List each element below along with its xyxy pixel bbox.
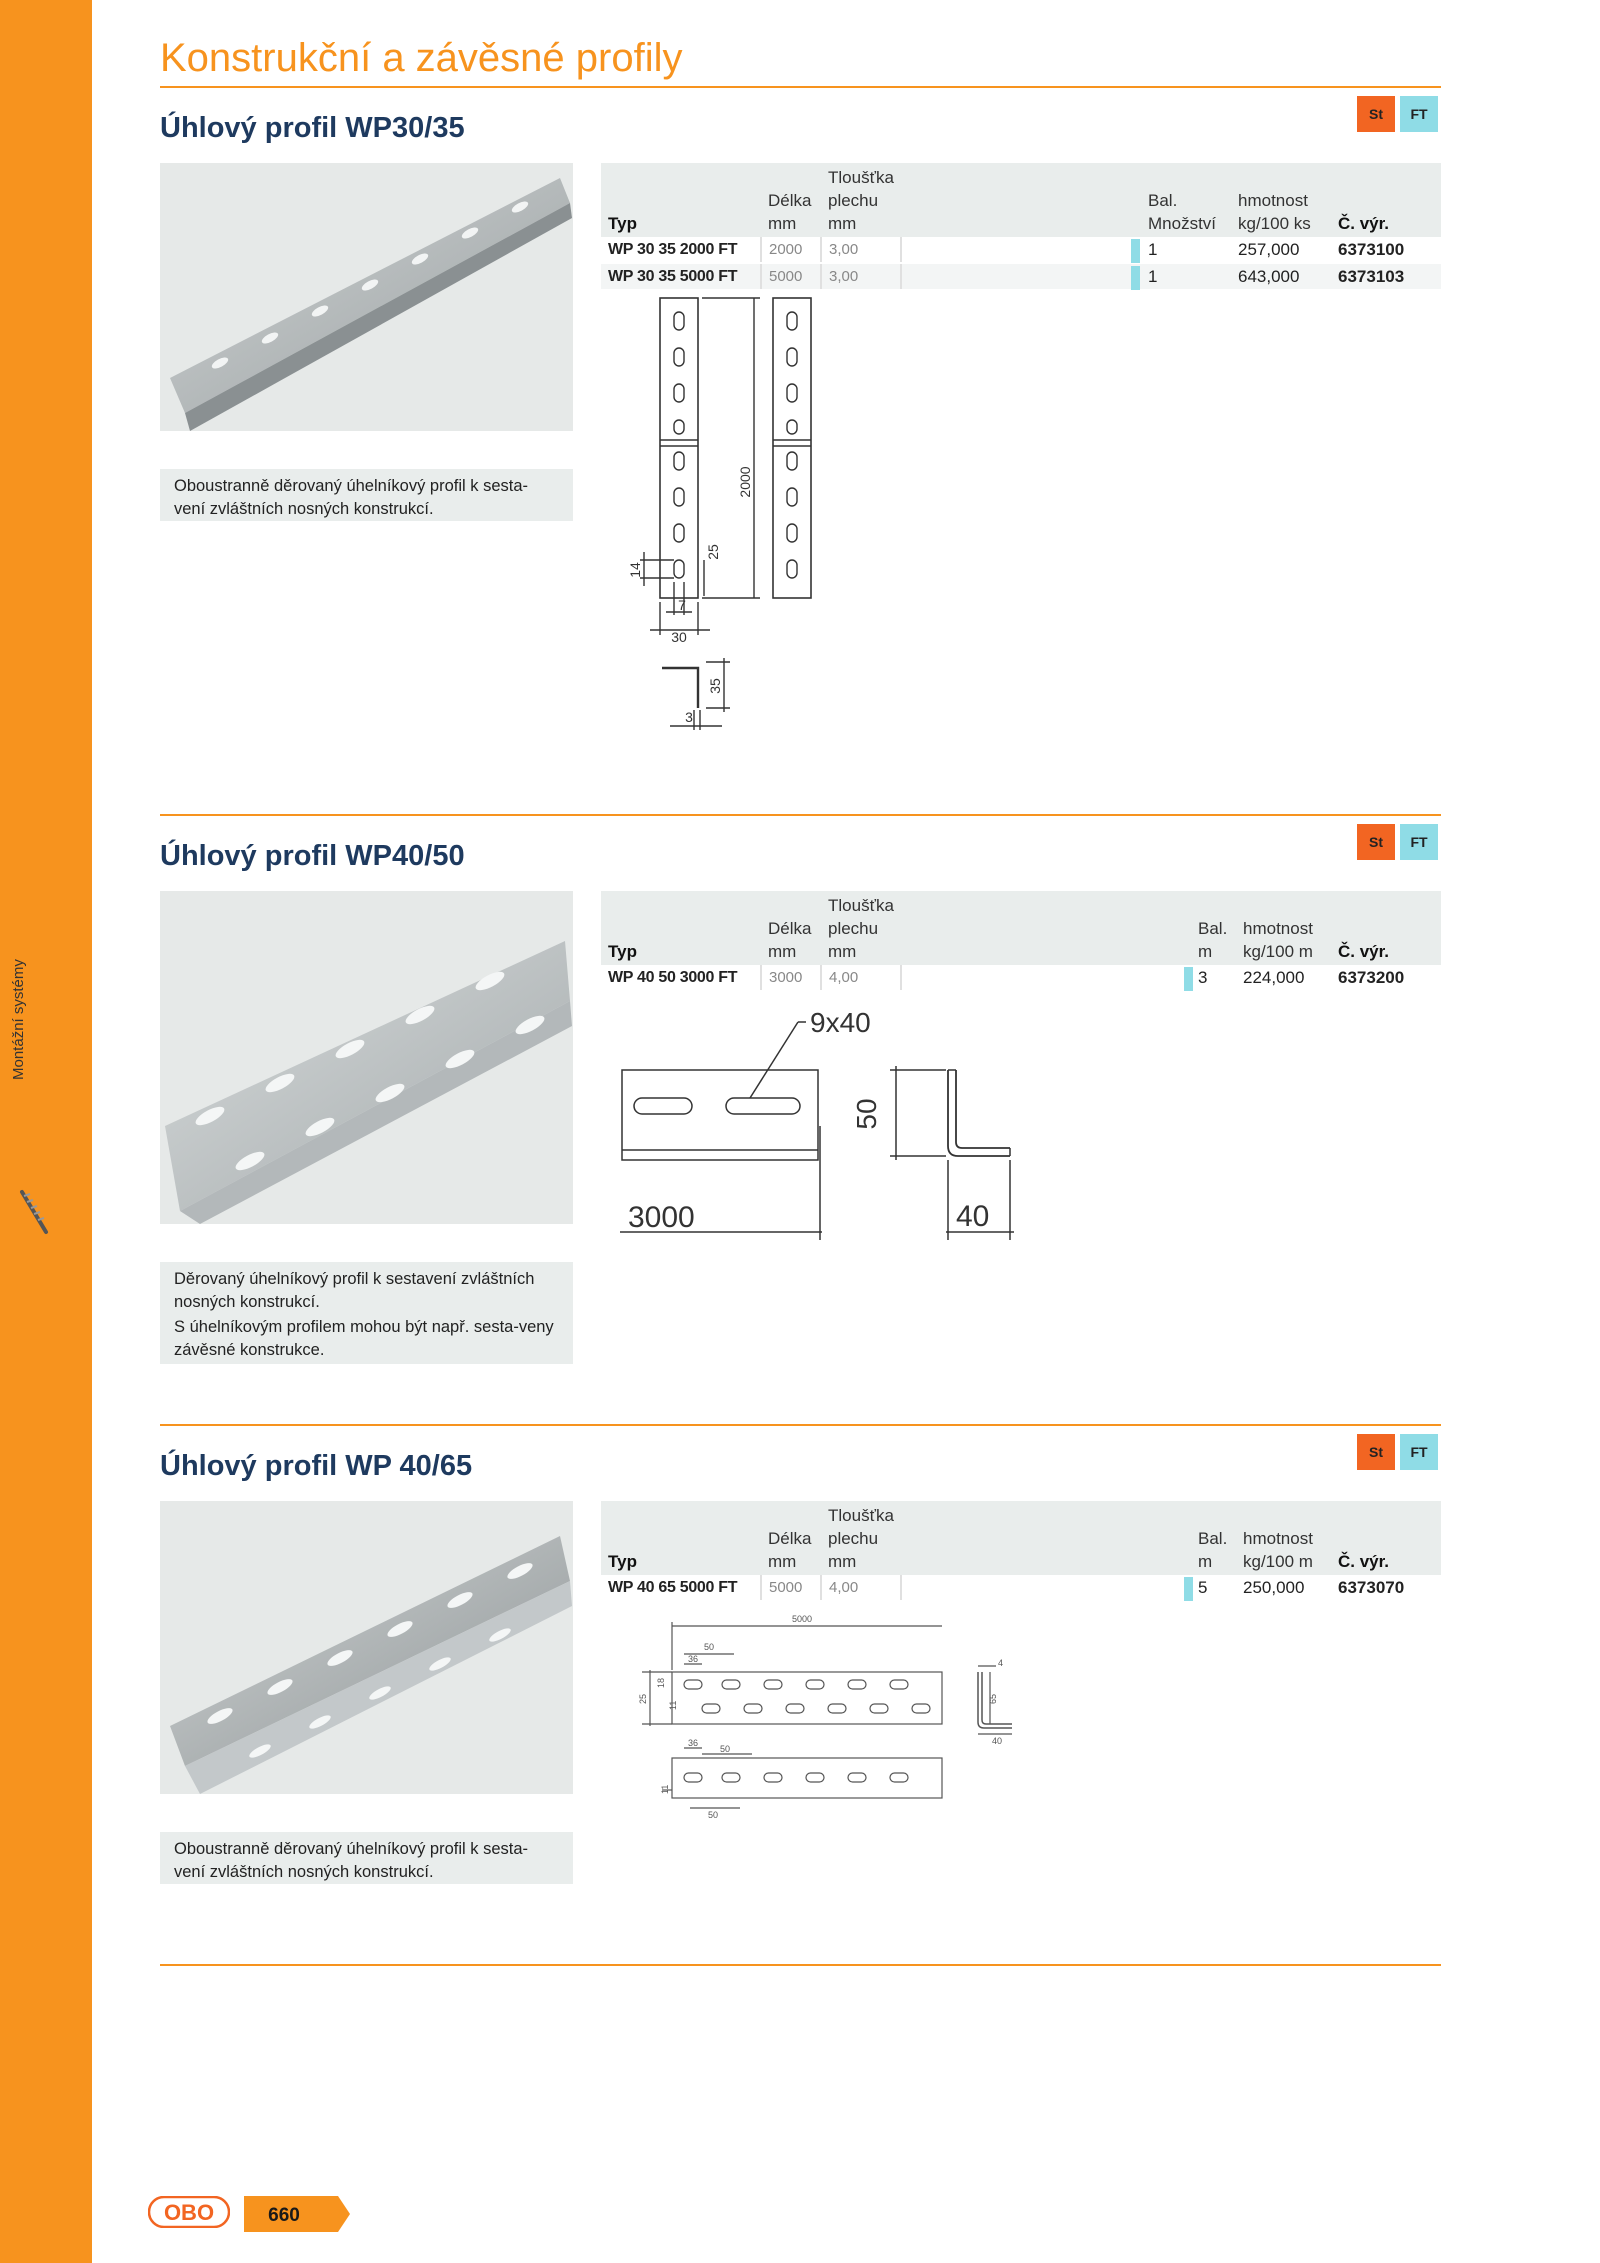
dim-width: 30: [671, 629, 687, 645]
page-number: [244, 2196, 350, 2232]
dim-11-b: 11: [660, 1784, 670, 1794]
dim-length: 2000: [737, 466, 753, 498]
header-divider: [160, 86, 1441, 88]
obo-logo: [148, 2196, 230, 2228]
section-divider: [160, 1964, 1441, 1966]
technical-drawing: [610, 290, 850, 740]
section-title: Úhlový profil WP30/35: [160, 112, 465, 144]
dim-height: 50: [851, 1098, 882, 1130]
table-row: WP 40 65 5000 FT 5000 4,00 5 250,000 6373070: [601, 1575, 1441, 1601]
description-paragraph: Oboustranně děrovaný úhelníkový profil k sesta-vení zvláštních nosných konstrukcí.: [174, 1840, 529, 1881]
dim-pitch-3: 50: [708, 1810, 719, 1820]
col-bal: Bal. m: [1191, 891, 1236, 965]
dim-length: 5000: [792, 1614, 813, 1624]
table-row: WP 30 35 5000 FT 5000 3,00 1 643,000 6373103: [601, 263, 1441, 290]
ft-badge: FT: [1400, 1434, 1438, 1470]
st-badge: St: [1357, 1434, 1395, 1470]
dim-slot: 36: [688, 1654, 699, 1664]
description-paragraph: Děrovaný úhelníkový profil k sestavení zvláštních nosných konstrukcí.: [174, 1270, 535, 1311]
dim-pitch: 50: [704, 1642, 715, 1652]
section-title: Úhlový profil WP40/50: [160, 840, 465, 872]
product-description: [160, 1262, 573, 1364]
dim-25: 25: [638, 1693, 648, 1704]
dim-thickness: 3: [685, 709, 693, 725]
dim-pitch: 25: [705, 544, 721, 560]
dim-width: 40: [992, 1736, 1003, 1746]
col-delka: Délka mm: [761, 1501, 821, 1575]
dim-thickness: 4: [998, 1658, 1004, 1668]
dim-width: 40: [956, 1200, 990, 1233]
spec-table: [601, 163, 1441, 291]
st-badge: St: [1357, 96, 1395, 132]
col-typ: Typ: [601, 891, 761, 965]
col-tloustka: Tloušťka plechu mm: [821, 1501, 901, 1575]
section-divider: [160, 814, 1441, 816]
ft-badge: FT: [1400, 824, 1438, 860]
col-delka: Délka mm: [761, 891, 821, 965]
col-hmotnost: hmotnost kg/100 m: [1236, 1501, 1331, 1575]
dim-height: 35: [707, 678, 723, 694]
product-description: [160, 469, 573, 521]
product-photo: [160, 163, 573, 431]
table-row: WP 40 50 3000 FT 3000 4,00 3 224,000 6373200: [601, 965, 1441, 991]
dim-slot-2: 36: [688, 1738, 699, 1748]
section-divider: [160, 1424, 1441, 1426]
dim-hole-width: 7: [678, 597, 686, 613]
col-bal: Bal. m: [1191, 1501, 1236, 1575]
svg-text:660: 660: [268, 2205, 300, 2226]
col-bal: Bal. Množství: [1141, 163, 1231, 237]
section-title: Úhlový profil WP 40/65: [160, 1450, 473, 1482]
description-paragraph: S úhelníkovým profilem mohou být např. sesta-veny závěsné konstrukce.: [174, 1318, 554, 1359]
col-typ: Typ: [601, 1501, 761, 1575]
dim-18: 18: [656, 1677, 666, 1688]
col-cislo: Č. výr.: [1331, 891, 1441, 965]
technical-drawing: [610, 1000, 1050, 1250]
dim-slot: 9x40: [810, 1007, 871, 1038]
description-paragraph: Oboustranně děrovaný úhelníkový profil k sesta-vení zvláštních nosných konstrukcí.: [174, 477, 529, 518]
spec-table: [601, 891, 1441, 992]
screw-icon: [18, 1188, 52, 1238]
col-cislo: Č. výr.: [1331, 1501, 1441, 1575]
product-photo: [160, 1501, 573, 1794]
orange-sidebar: [0, 0, 92, 2263]
dim-11: 11: [668, 1700, 678, 1710]
dim-hole-height: 14: [627, 562, 643, 578]
technical-drawing: [612, 1610, 1032, 1820]
product-photo: [160, 891, 573, 1224]
header-title: Konstrukční a závěsné profily: [160, 36, 683, 80]
ft-badge: FT: [1400, 96, 1438, 132]
st-badge: St: [1357, 824, 1395, 860]
side-label: Montážní systémy: [10, 959, 27, 1080]
col-typ: Typ: [601, 163, 761, 237]
col-cislo: Č. výr.: [1331, 163, 1441, 237]
col-tloustka: Tloušťka plechu mm: [821, 891, 901, 965]
dim-height: 65: [988, 1693, 998, 1704]
table-row: WP 30 35 2000 FT 2000 3,00 1 257,000 6373100: [601, 237, 1441, 263]
col-delka: Délka mm: [761, 163, 821, 237]
spec-table: [601, 1501, 1441, 1602]
product-description: [160, 1832, 573, 1884]
col-tloustka: Tloušťka plechu mm: [821, 163, 901, 237]
dim-pitch-2: 50: [720, 1744, 731, 1754]
svg-text:OBO: OBO: [163, 2200, 215, 2225]
col-hmotnost: hmotnost kg/100 m: [1236, 891, 1331, 965]
dim-length: 3000: [628, 1201, 695, 1234]
col-hmotnost: hmotnost kg/100 ks: [1231, 163, 1331, 237]
